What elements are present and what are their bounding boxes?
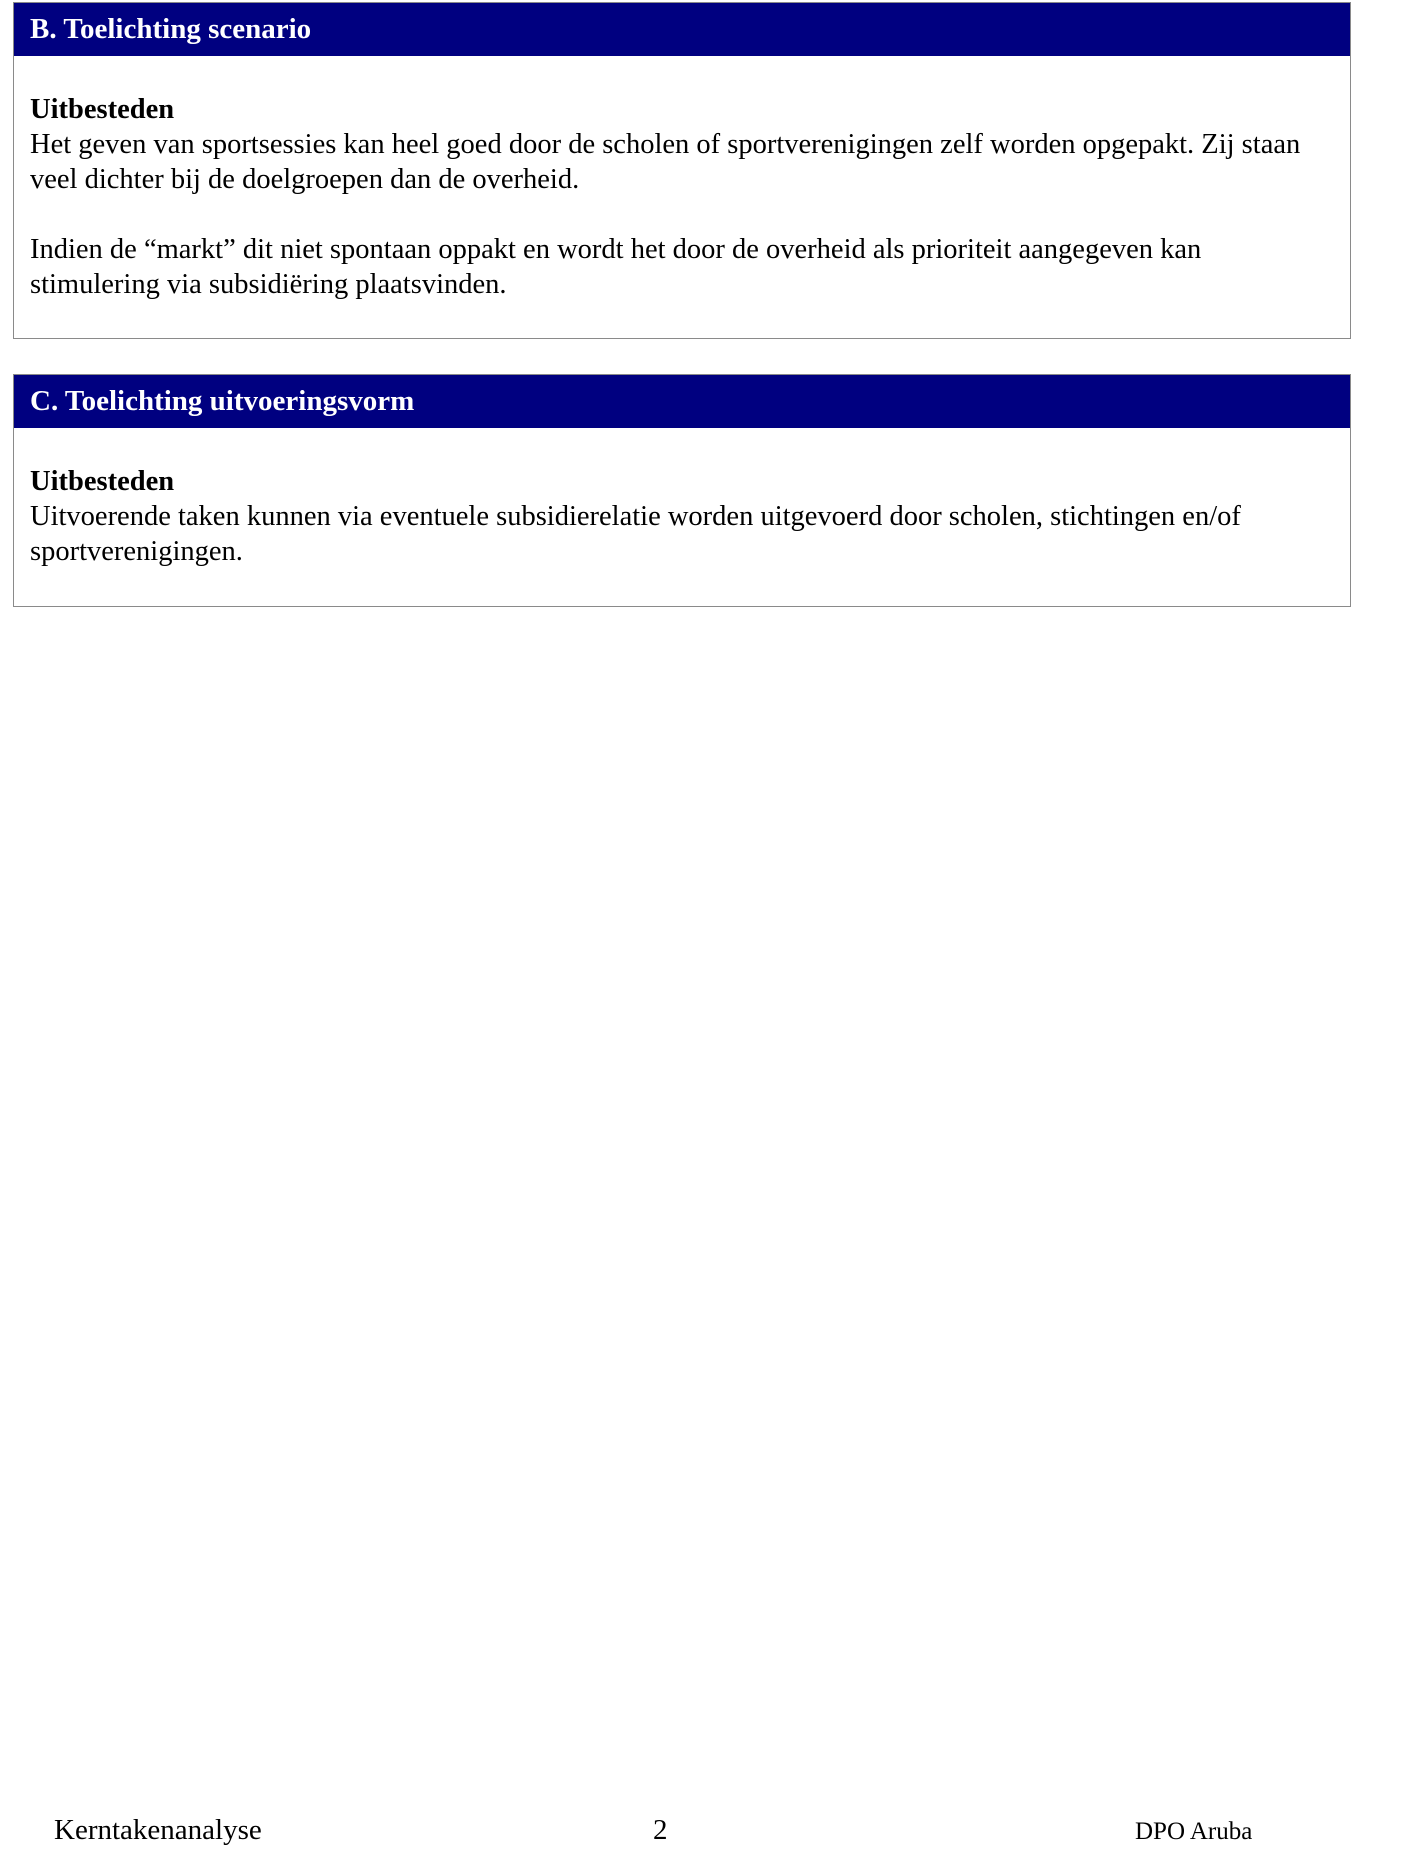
section-body: [14, 428, 1350, 603]
section-c-toelichting-uitvoeringsvorm: [13, 374, 1351, 607]
paragraph: Uitvoerende taken kunnen via eventuele subsidierelatie worden uitgevoerd door scholen, stichtingen en/of sportverenigingen.: [30, 501, 1241, 567]
section-title: C. Toelichting uitvoeringsvorm: [14, 375, 1350, 428]
paragraph: Indien de “markt” dit niet spontaan oppakt en wordt het door de overheid als prioriteit aangegeven kan stimulering via subsidiëring plaatsvinden.: [30, 234, 1202, 300]
section-subheading: Uitbesteden: [30, 466, 175, 497]
section-subheading: Uitbesteden: [30, 94, 175, 125]
page-footer: [0, 1814, 1401, 1850]
footer-document-title: Kerntakenanalyse: [54, 1814, 262, 1846]
footer-page-number: 2: [653, 1814, 668, 1846]
paragraph: Het geven van sportsessies kan heel goed door de scholen of sportverenigingen zelf worden opgepakt. Zij staan veel dichter bij de doelgroepen dan de overheid.: [30, 129, 1301, 195]
section-b-toelichting-scenario: [13, 2, 1351, 339]
section-title: B. Toelichting scenario: [14, 3, 1350, 56]
footer-organization: DPO Aruba: [1135, 1818, 1253, 1845]
section-body: [14, 56, 1350, 336]
